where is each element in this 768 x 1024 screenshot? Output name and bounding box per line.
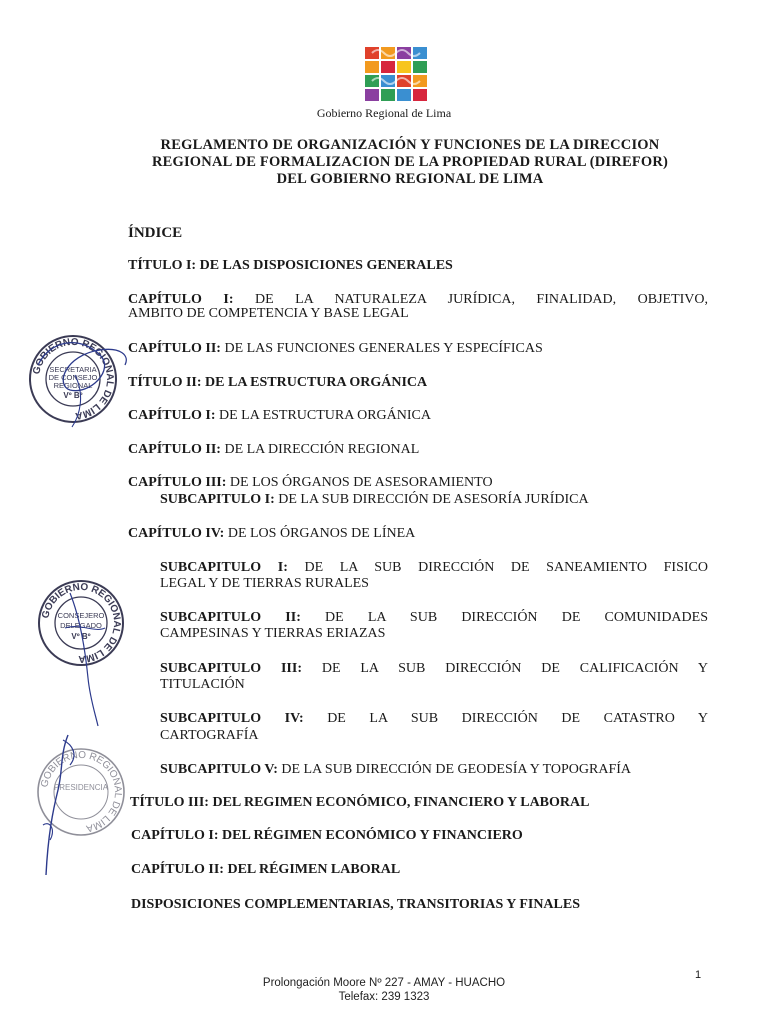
entry-text: DE LA SUB DIRECCIÓN DE CATASTRO Y <box>327 711 708 726</box>
entry-label: CAPÍTULO I: <box>131 828 219 843</box>
entry-text-continued: TITULACIÓN <box>160 677 245 692</box>
entry-label: SUBCAPITULO I: <box>160 560 288 575</box>
entry-text: DE LA DIRECCIÓN REGIONAL <box>224 442 420 457</box>
entry-label: CAPÍTULO III: <box>128 475 227 490</box>
index-entry <box>130 795 589 811</box>
entry-text-continued: AMBITO DE COMPETENCIA Y BASE LEGAL <box>128 306 409 321</box>
svg-text:CONSEJERO: CONSEJERO <box>57 611 105 620</box>
index-entry <box>160 661 708 677</box>
entry-label: DISPOSICIONES COMPLEMENTARIAS, TRANSITORIAS Y FINALES <box>131 897 581 912</box>
entry-label: CAPÍTULO II: <box>131 862 224 877</box>
svg-text:DE CONSEJO: DE CONSEJO <box>48 373 98 382</box>
svg-text:GOBIERNO REGIONAL DE LIMA: GOBIERNO REGIONAL DE LIMA <box>39 749 124 834</box>
footer <box>0 976 768 1004</box>
entry-label: TÍTULO II: <box>128 375 202 390</box>
gobierno-regional-lima-logo <box>363 45 429 105</box>
footer-address: Prolongación Moore Nº 227 - AMAY - HUACHO <box>262 977 506 989</box>
entry-label: CAPÍTULO IV: <box>128 526 225 541</box>
entry-text: DE LA ESTRUCTURA ORGÁNICA <box>219 408 431 423</box>
entry-label: SUBCAPITULO V: <box>160 762 278 777</box>
entry-label: CAPÍTULO II: <box>128 341 221 356</box>
svg-text:GOBIERNO REGIONAL DE LIMA: GOBIERNO REGIONAL DE LIMA <box>40 581 123 665</box>
title-line: REGIONAL DE FORMALIZACION DE LA PROPIEDAD RURAL (DIREFOR) <box>151 154 669 170</box>
signature-mark <box>38 730 88 880</box>
footer-phone: Telefax: 239 1323 <box>338 991 430 1003</box>
index-entry <box>128 375 427 391</box>
index-entry <box>131 828 523 844</box>
index-entry <box>128 442 419 458</box>
svg-text:SECRETARIA: SECRETARIA <box>49 365 97 374</box>
index-entry <box>128 341 543 357</box>
svg-text:PRESIDENCIA: PRESIDENCIA <box>53 783 109 792</box>
index-entry <box>160 610 708 626</box>
index-entry <box>128 475 493 491</box>
entry-label: SUBCAPITULO IV: <box>160 711 304 726</box>
entry-text: DE LA ESTRUCTURA ORGÁNICA <box>205 375 428 390</box>
signature-mark <box>30 335 140 430</box>
document-title <box>120 137 700 188</box>
entry-text: DEL REGIMEN ECONÓMICO, FINANCIERO Y LABORAL <box>212 795 590 810</box>
index-entry <box>128 258 453 274</box>
entry-label: SUBCAPITULO III: <box>160 661 302 676</box>
entry-text: DEL RÉGIMEN ECONÓMICO Y FINANCIERO <box>222 828 523 843</box>
entry-text: DE LA SUB DIRECCIÓN DE COMUNIDADES <box>325 610 708 625</box>
title-line: REGLAMENTO DE ORGANIZACIÓN Y FUNCIONES DE LA DIRECCION <box>160 137 660 153</box>
entry-text: DEL RÉGIMEN LABORAL <box>227 862 401 877</box>
logo-caption: Gobierno Regional de Lima <box>316 106 452 120</box>
entry-text: DE LA SUB DIRECCIÓN DE SANEAMIENTO FISICO <box>304 560 708 575</box>
index-entry <box>160 711 708 727</box>
entry-label: TÍTULO I: <box>128 258 197 273</box>
svg-text:Vº Bº: Vº Bº <box>71 632 91 641</box>
entry-label: CAPÍTULO I: <box>128 408 216 423</box>
index-entry <box>131 897 580 913</box>
entry-label: CAPÍTULO I: <box>128 292 234 307</box>
entry-label: SUBCAPITULO II: <box>160 610 301 625</box>
entry-text: DE LA NATURALEZA JURÍDICA, FINALIDAD, OBJETIVO, <box>254 292 708 307</box>
entry-label: CAPÍTULO II: <box>128 442 221 457</box>
index-entry <box>131 862 400 878</box>
signature-mark <box>57 588 110 728</box>
index-entry <box>160 762 631 778</box>
svg-text:GOBIERNO REGIONAL DE LIMA: GOBIERNO REGIONAL DE LIMA <box>31 336 116 422</box>
index-heading: ÍNDICE <box>128 225 183 241</box>
entry-text: DE LA SUB DIRECCIÓN DE ASESORÍA JURÍDICA <box>278 492 589 507</box>
entry-label: SUBCAPITULO I: <box>160 492 275 507</box>
index-entry <box>128 526 415 542</box>
index-entry <box>128 408 431 424</box>
page-number: 1 <box>695 969 702 981</box>
entry-text: DE LAS DISPOSICIONES GENERALES <box>199 258 453 273</box>
entry-text: DE LA SUB DIRECCIÓN DE CALIFICACIÓN Y <box>321 661 709 676</box>
svg-text:REGIONAL: REGIONAL <box>53 381 93 390</box>
entry-text: DE LOS ÓRGANOS DE LÍNEA <box>227 526 416 541</box>
index-entry <box>160 560 708 576</box>
entry-text: DE LAS FUNCIONES GENERALES Y ESPECÍFICAS <box>224 341 543 356</box>
entry-text: DE LOS ÓRGANOS DE ASESORAMIENTO <box>229 475 493 490</box>
entry-text-continued: LEGAL Y DE TIERRAS RURALES <box>160 576 369 591</box>
svg-text:Vº Bº: Vº Bº <box>63 391 83 400</box>
index-entry <box>160 492 589 508</box>
entry-text-continued: CAMPESINAS Y TIERRAS ERIAZAS <box>160 626 386 641</box>
entry-text-continued: CARTOGRAFÍA <box>160 728 259 743</box>
title-line: DEL GOBIERNO REGIONAL DE LIMA <box>276 171 544 187</box>
entry-label: TÍTULO III: <box>130 795 209 810</box>
svg-text:DELEGADO: DELEGADO <box>60 621 102 630</box>
entry-text: DE LA SUB DIRECCIÓN DE GEODESÍA Y TOPOGRAFÍA <box>281 762 632 777</box>
